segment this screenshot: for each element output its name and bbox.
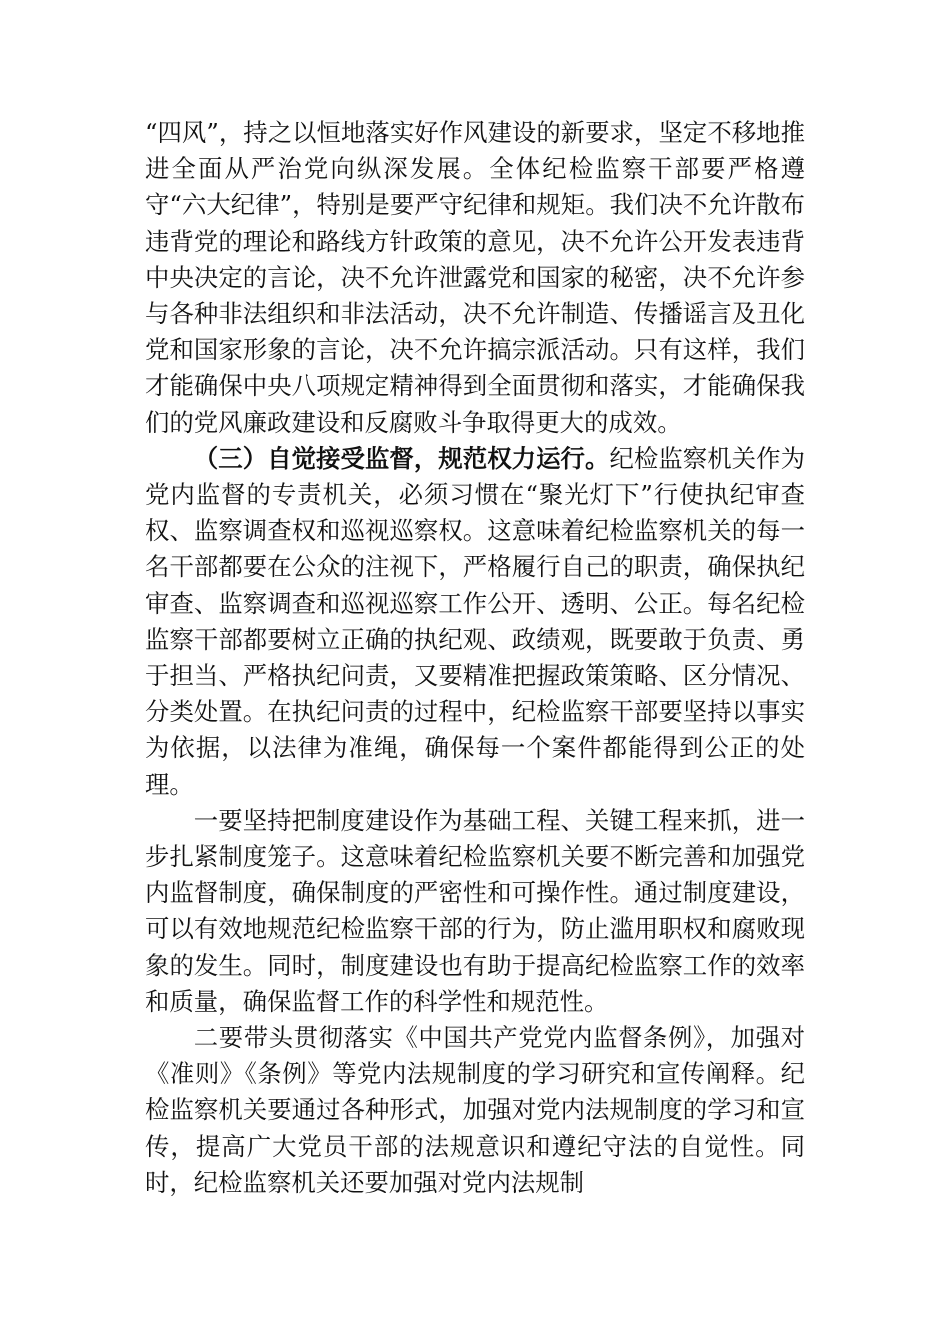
paragraph-text: 纪检监察机关作为党内监督的专责机关，必须习惯在“聚光灯下”行使执纪审查权、监察调查权和巡视巡察权。这意味着纪检监察机关的每一名干部都要在公众的注视下，严格履行自己的职责，确保执纪审查、监察调查和巡视巡察工作公开、透明、公正。每名纪检监察干部都要树立正确的执纪观、政绩观，既要敢于负责、勇于担当、严格执纪问责，又要精准把握政策策略、区分情况、分类处置。在执纪问责的过程中，纪检监察干部要坚持以事实为依据，以法律为准绳，确保每一个案件都能得到公正的处理。 [145, 443, 805, 799]
section-heading: （三）自觉接受监督，规范权力运行。 [193, 443, 610, 473]
paragraph-supervision-regulations [145, 1020, 805, 1201]
paragraph-accept-supervision [145, 441, 805, 803]
paragraph-institution-building [145, 803, 805, 1020]
paragraph-text: “四风”，持之以恒地落实好作风建设的新要求，坚定不移地推进全面从严治党向纵深发展。全体纪检监察干部要严格遵守“六大纪律”，特别是要严守纪律和规矩。我们决不允许散布违背党的理论和路线方针政策的意见，决不允许公开发表违背中央决定的言论，决不允许泄露党和国家的秘密，决不允许参与各种非法组织和非法活动，决不允许制造、传播谣言及丑化党和国家形象的言论，决不允许搞宗派活动。只有这样，我们才能确保中央八项规定精神得到全面贯彻和落实，才能确保我们的党风廉政建设和反腐败斗争取得更大的成效。 [145, 118, 805, 437]
paragraph-text: 二要带头贯彻落实《中国共产党党内监督条例》，加强对《准则》《条例》等党内法规制度的学习研究和宣传阐释。纪检监察机关要通过各种形式，加强对党内法规制度的学习和宣传，提高广大党员干部的法规意识和遵纪守法的自觉性。同时，纪检监察机关还要加强对党内法规制 [145, 1023, 805, 1197]
paragraph-text: 一要坚持把制度建设作为基础工程、关键工程来抓，进一步扎紧制度笼子。这意味着纪检监察机关要不断完善和加强党内监督制度，确保制度的严密性和可操作性。通过制度建设，可以有效地规范纪检监察干部的行为，防止滥用职权和腐败现象的发生。同时，制度建设也有助于提高纪检监察工作的效率和质量，确保监督工作的科学性和规范性。 [145, 805, 805, 1016]
paragraph-discipline-rules [145, 115, 805, 441]
document-body [145, 115, 805, 1201]
